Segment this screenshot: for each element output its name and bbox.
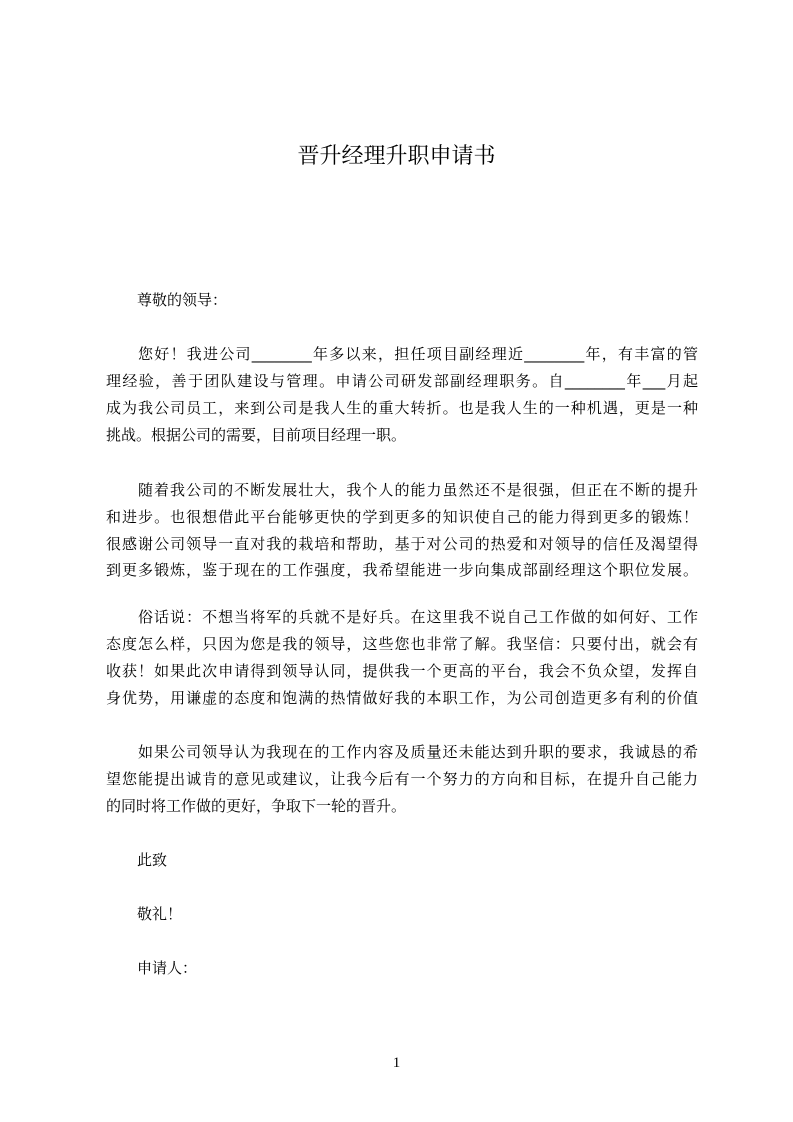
paragraph-line: 随着我公司的不断发展壮大，我个人的能力虽然还不是很强，但正在不断的提升 xyxy=(138,481,698,499)
page-number: 1 xyxy=(392,1055,401,1071)
applicant-label: 申请人： xyxy=(137,959,198,977)
paragraph-line: 望您能提出诚肯的意见或建议，让我今后有一个努力的方向和目标，在提升自己能力 xyxy=(106,770,698,788)
paragraph-line: 很感谢公司领导一直对我的栽培和帮助，基于对公司的热爱和对领导的信任及渴望得 xyxy=(106,535,698,553)
closing: 此致 xyxy=(137,851,168,869)
paragraph-line: 到更多锻炼，鉴于现在的工作强度，我希望能进一步向集成部副经理这个职位发展。 xyxy=(106,561,698,579)
paragraph-line: 如果公司领导认为我现在的工作内容及质量还未能达到升职的要求，我诚恳的希 xyxy=(138,743,698,761)
paragraph-line: 理经验，善于团队建设与管理。申请公司研发部副经理职务。自________年___月起 xyxy=(106,372,698,390)
paragraph-line: 成为我公司员工，来到公司是我人生的重大转折。也是我人生的一种机遇，更是一种 xyxy=(106,399,698,417)
paragraph-line: 的同时将工作做的更好，争取下一轮的晋升。 xyxy=(106,797,407,815)
regards: 敬礼！ xyxy=(137,905,183,923)
paragraph-line: 挑战。根据公司的需要，目前项目经理一职。 xyxy=(106,426,407,444)
document-title: 晋升经理升职申请书 xyxy=(297,144,496,169)
paragraph-line: 态度怎么样，只因为您是我的领导，这些您也非常了解。我坚信：只要付出，就会有 xyxy=(106,635,698,653)
paragraph-line: 俗话说：不想当将军的兵就不是好兵。在这里我不说自己工作做的如何好、工作 xyxy=(138,608,698,626)
salutation: 尊敬的领导： xyxy=(137,291,228,309)
paragraph-line: 身优势，用谦虚的态度和饱满的热情做好我的本职工作，为公司创造更多有利的价值 xyxy=(106,689,698,707)
paragraph-line: 和进步。也很想借此平台能够更快的学到更多的知识使自己的能力得到更多的锻炼！ xyxy=(106,508,698,526)
paragraph-line: 收获！如果此次申请得到领导认同，提供我一个更高的平台，我会不负众望，发挥自 xyxy=(106,662,698,680)
paragraph-line: 您好！我进公司________年多以来，担任项目副经理近________年，有丰富的管 xyxy=(138,345,698,363)
